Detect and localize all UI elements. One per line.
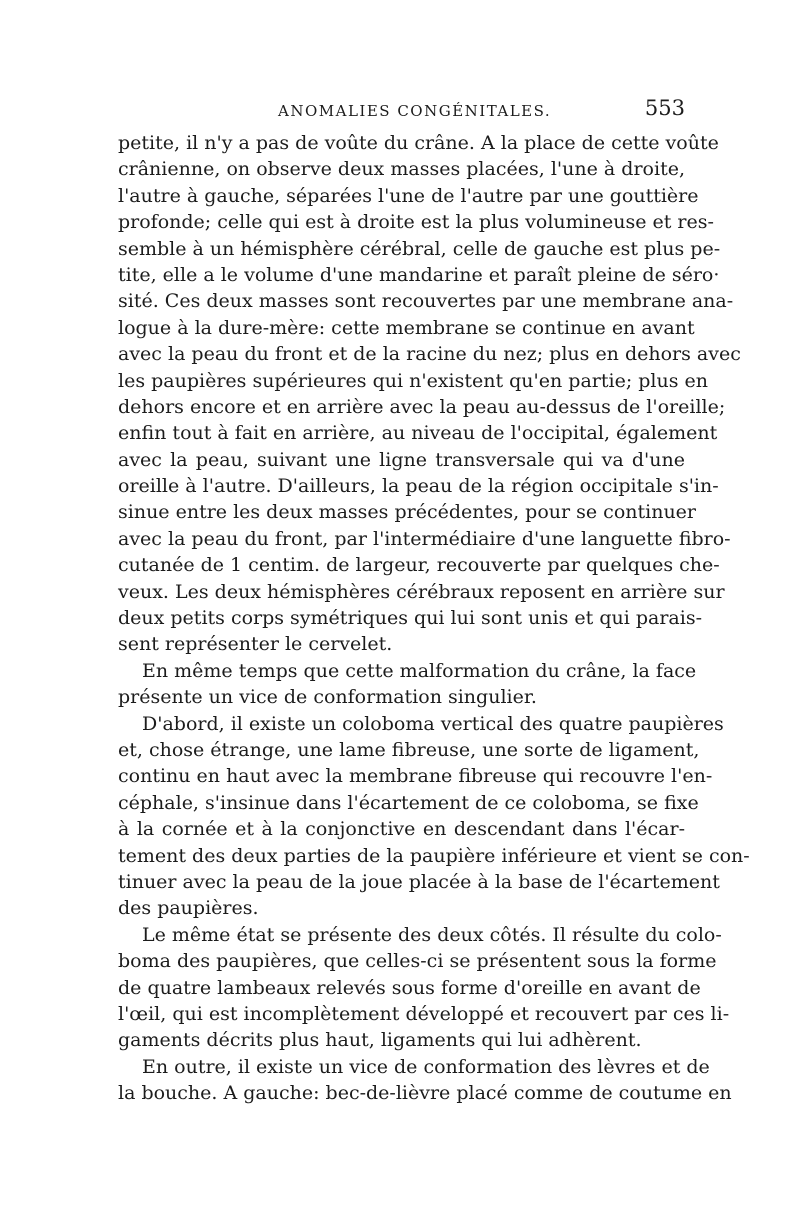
text-line: crânienne, on observe deux masses placées, l'une à droite, — [118, 158, 685, 181]
text-line: Le même état se présente des deux côtés. Il résulte du colo- — [142, 923, 722, 946]
text-line: présente un vice de conformation singulier. — [118, 686, 537, 709]
text-line: En outre, il existe un vice de conformation des lèvres et de — [142, 1055, 710, 1078]
text-line: et, chose étrange, une lame fibreuse, une sorte de ligament, — [118, 738, 700, 761]
text-line: à la cornée et à la conjonctive en descendant dans l'écar- — [118, 818, 685, 841]
paragraph — [118, 1054, 732, 1107]
text-line: sinue entre les deux masses précédentes, pour se continuer — [118, 501, 697, 524]
paragraph — [118, 658, 697, 711]
text-line: oreille à l'autre. D'ailleurs, la peau de la région occipitale s'in- — [118, 475, 719, 498]
page-number: 553 — [644, 96, 685, 120]
text-line: dehors encore et en arrière avec la peau au-dessus de l'oreille; — [118, 395, 726, 418]
running-head — [118, 96, 685, 130]
text-line: l'autre à gauche, séparées l'une de l'autre par une gouttière — [118, 184, 699, 207]
text-line: continu en haut avec la membrane fibreuse qui recouvre l'en- — [118, 765, 713, 788]
text-line: la bouche. A gauche: bec-de-lièvre placé comme de coutume en — [118, 1082, 732, 1105]
text-line: tement des deux parties de la paupière inférieure et vient se con- — [118, 844, 750, 867]
paragraph — [118, 922, 730, 1054]
text-line: tinuer avec la peau de la joue placée à la base de l'écartement — [118, 870, 720, 893]
text-line: céphale, s'insinue dans l'écartement de ce coloboma, se fixe — [118, 791, 699, 814]
paragraph — [118, 130, 741, 658]
text-line: petite, il n'y a pas de voûte du crâne. A la place de cette voûte — [118, 132, 719, 154]
text-line: de quatre lambeaux relevés sous forme d'oreille en avant de — [118, 976, 701, 999]
text-line: l'œil, qui est incomplètement développé et recouvert par ces li- — [118, 1002, 730, 1025]
text-line: les paupières supérieures qui n'existent qu'en partie; plus en — [118, 369, 709, 392]
text-line: sité. Ces deux masses sont recouvertes par une membrane ana- — [118, 290, 734, 313]
text-line: En même temps que cette malformation du crâne, la face — [142, 659, 697, 682]
text-line: logue à la dure-mère: cette membrane se continue en avant — [118, 316, 695, 339]
text-line: profonde; celle qui est à droite est la plus volumineuse et res- — [118, 211, 714, 234]
text-line: avec la peau du front et de la racine du nez; plus en dehors avec — [118, 343, 741, 366]
text-line: sent représenter le cervelet. — [118, 633, 393, 656]
text-line: cutanée de 1 centim. de largeur, recouverte par quelques che- — [118, 554, 720, 577]
text-line: tite, elle a le volume d'une mandarine et paraît pleine de séro· — [118, 263, 720, 286]
text-line: boma des paupières, que celles-ci se présentent sous la forme — [118, 950, 717, 973]
body-text — [118, 130, 750, 1106]
text-line: veux. Les deux hémisphères cérébraux reposent en arrière sur — [118, 580, 725, 603]
text-line: semble à un hémisphère cérébral, celle de gauche est plus pe- — [118, 237, 721, 260]
running-title: ANOMALIES CONGÉNITALES. — [278, 102, 552, 120]
text-line: deux petits corps symétriques qui lui sont unis et qui parais- — [118, 607, 702, 630]
text-line: avec la peau du front, par l'intermédiaire d'une languette fibro- — [118, 527, 731, 550]
text-line: enfin tout à fait en arrière, au niveau de l'occipital, également — [118, 422, 718, 445]
text-line: gaments décrits plus haut, ligaments qui lui adhèrent. — [118, 1029, 642, 1052]
text-line: D'abord, il existe un coloboma vertical des quatre paupières — [142, 712, 724, 735]
text-line: des paupières. — [118, 897, 259, 920]
text-line: avec la peau, suivant une ligne transversale qui va d'une — [118, 448, 685, 471]
paragraph — [118, 711, 750, 922]
